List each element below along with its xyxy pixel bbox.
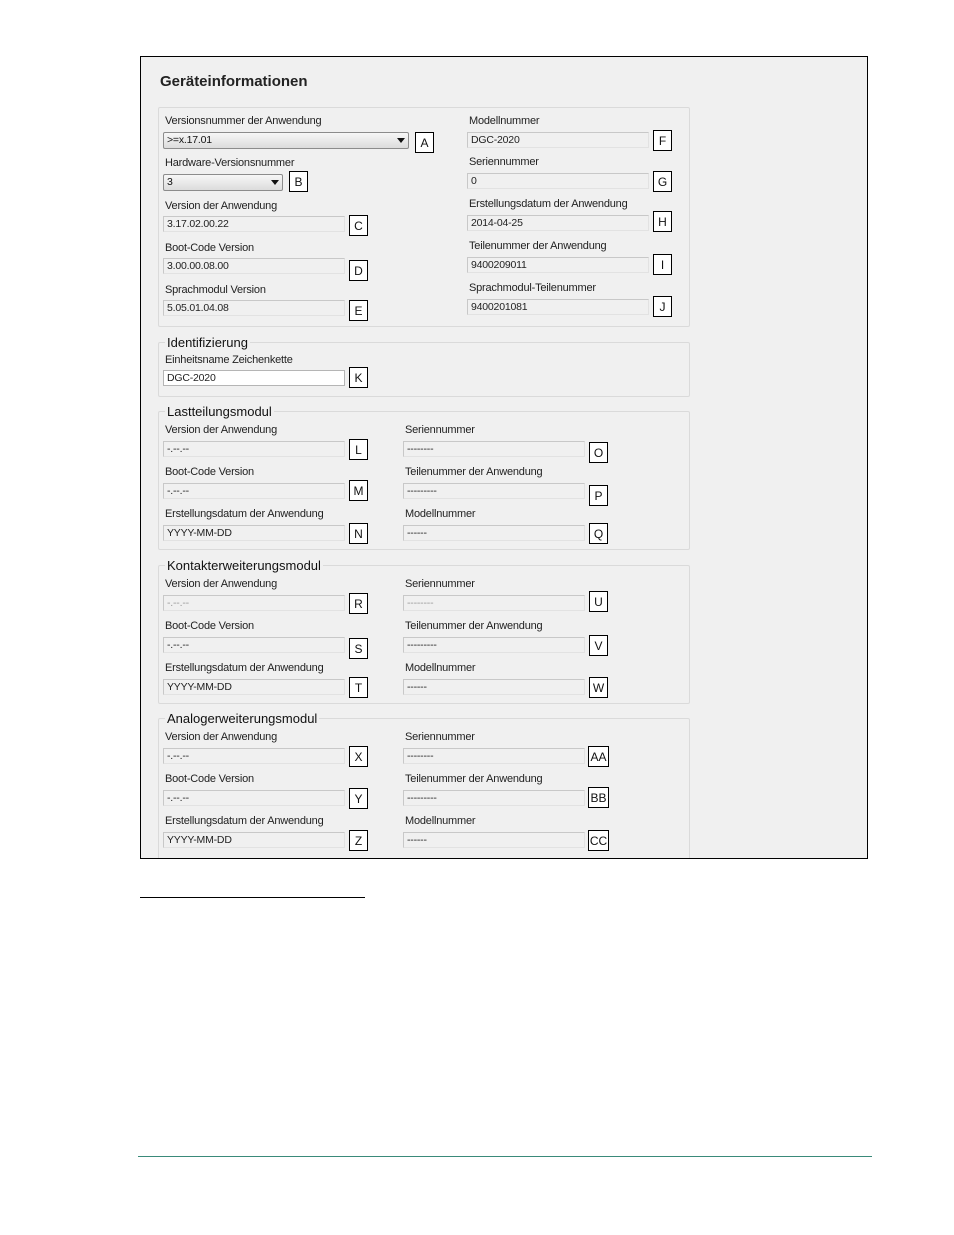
build-date-field: 2014-04-25 (467, 215, 649, 231)
hw-version-label: Hardware-Versionsnummer (165, 157, 295, 169)
ae-serial-label: Seriennummer (405, 731, 475, 743)
lang-part-label: Sprachmodul-Teilenummer (469, 282, 596, 294)
ae-serial-field: -------- (403, 748, 585, 764)
callout-d: D (349, 260, 368, 281)
callout-k: K (349, 367, 368, 388)
ae-model-label: Modellnummer (405, 815, 476, 827)
app-version-number-select[interactable] (163, 132, 409, 149)
ls-serial-label: Seriennummer (405, 424, 475, 436)
ce-build-date-field: YYYY-MM-DD (163, 679, 345, 695)
ce-part-number-field: --------- (403, 637, 585, 653)
ls-boot-code-field: -.--.-- (163, 483, 345, 499)
ce-boot-code-label: Boot-Code Version (165, 620, 254, 632)
ls-part-number-field: --------- (403, 483, 585, 499)
callout-a: A (415, 132, 434, 153)
contact-ext-group (158, 558, 690, 704)
ls-part-number-label: Teilenummer der Anwendung (405, 466, 543, 478)
ce-app-version-label: Version der Anwendung (165, 578, 277, 590)
model-field: DGC-2020 (467, 132, 649, 148)
app-version-number-label: Versionsnummer der Anwendung (165, 115, 322, 127)
callout-z: Z (349, 830, 368, 851)
serial-label: Seriennummer (469, 156, 539, 168)
ls-boot-code-label: Boot-Code Version (165, 466, 254, 478)
callout-s: S (349, 638, 368, 659)
callout-bb: BB (588, 787, 609, 808)
callout-g: G (653, 171, 672, 192)
ce-boot-code-field: -.--.-- (163, 637, 345, 653)
footnote-separator (140, 897, 365, 898)
ls-app-version-field: -.--.-- (163, 441, 345, 457)
callout-y: Y (349, 788, 368, 809)
callout-u: U (589, 591, 608, 612)
analog-ext-group (158, 711, 690, 859)
serial-field: 0 (467, 173, 649, 189)
identification-title: Identifizierung (167, 335, 248, 350)
app-version-number-value: >=x.17.01 (167, 134, 212, 146)
ce-build-date-label: Erstellungsdatum der Anwendung (165, 662, 324, 674)
app-version-label: Version der Anwendung (165, 200, 277, 212)
chevron-down-icon (271, 180, 279, 185)
callout-p: P (589, 485, 608, 506)
contact-ext-title: Kontakterweiterungsmodul (167, 558, 321, 573)
device-info-panel (140, 56, 868, 859)
callout-m: M (349, 480, 368, 501)
callout-v: V (589, 635, 608, 656)
footer-rule (138, 1156, 872, 1157)
callout-c: C (349, 215, 368, 236)
callout-f: F (653, 130, 672, 151)
ce-serial-label: Seriennummer (405, 578, 475, 590)
callout-e: E (349, 300, 368, 321)
ae-app-version-field: -.--.-- (163, 748, 345, 764)
callout-o: O (589, 442, 608, 463)
part-number-label: Teilenummer der Anwendung (469, 240, 607, 252)
build-date-label: Erstellungsdatum der Anwendung (469, 198, 628, 210)
boot-code-field: 3.00.00.08.00 (163, 258, 345, 274)
callout-h: H (653, 211, 672, 232)
callout-w: W (589, 677, 608, 698)
model-label: Modellnummer (469, 115, 540, 127)
lang-module-field: 5.05.01.04.08 (163, 300, 345, 316)
chevron-down-icon (397, 138, 405, 143)
ce-app-version-field: -.--.-- (163, 595, 345, 611)
ls-model-label: Modellnummer (405, 508, 476, 520)
ls-model-field: ------ (403, 525, 585, 541)
ce-model-label: Modellnummer (405, 662, 476, 674)
ce-serial-field: -------- (403, 595, 585, 611)
callout-q: Q (589, 523, 608, 544)
ae-boot-code-field: -.--.-- (163, 790, 345, 806)
unit-name-input[interactable]: DGC-2020 (163, 370, 345, 386)
ae-part-number-label: Teilenummer der Anwendung (405, 773, 543, 785)
lang-module-label: Sprachmodul Version (165, 284, 266, 296)
ce-part-number-label: Teilenummer der Anwendung (405, 620, 543, 632)
callout-n: N (349, 523, 368, 544)
hw-version-select[interactable] (163, 174, 283, 191)
boot-code-label: Boot-Code Version (165, 242, 254, 254)
analog-ext-title: Analogerweiterungsmodul (167, 711, 318, 726)
panel-title: Geräteinformationen (160, 73, 308, 90)
load-share-title: Lastteilungsmodul (167, 404, 272, 419)
ae-part-number-field: --------- (403, 790, 585, 806)
callout-l: L (349, 439, 368, 460)
ae-model-field: ------ (403, 832, 585, 848)
callout-t: T (349, 677, 368, 698)
callout-i: I (653, 254, 672, 275)
identification-group (158, 335, 690, 397)
ae-app-version-label: Version der Anwendung (165, 731, 277, 743)
ls-app-version-label: Version der Anwendung (165, 424, 277, 436)
callout-r: R (349, 593, 368, 614)
callout-b: B (289, 171, 308, 192)
part-number-field: 9400209011 (467, 257, 649, 273)
unit-name-label: Einheitsname Zeichenkette (165, 354, 293, 366)
ce-model-field: ------ (403, 679, 585, 695)
callout-aa: AA (588, 746, 609, 767)
callout-j: J (653, 296, 672, 317)
hw-version-value: 3 (167, 176, 173, 188)
callout-x: X (349, 746, 368, 767)
ls-build-date-label: Erstellungsdatum der Anwendung (165, 508, 324, 520)
lang-part-field: 9400201081 (467, 299, 649, 315)
callout-cc: CC (588, 830, 609, 851)
ls-build-date-field: YYYY-MM-DD (163, 525, 345, 541)
ae-build-date-label: Erstellungsdatum der Anwendung (165, 815, 324, 827)
ae-boot-code-label: Boot-Code Version (165, 773, 254, 785)
ae-build-date-field: YYYY-MM-DD (163, 832, 345, 848)
ls-serial-field: -------- (403, 441, 585, 457)
device-info-group (158, 107, 690, 327)
load-share-group (158, 404, 690, 550)
app-version-field: 3.17.02.00.22 (163, 216, 345, 232)
